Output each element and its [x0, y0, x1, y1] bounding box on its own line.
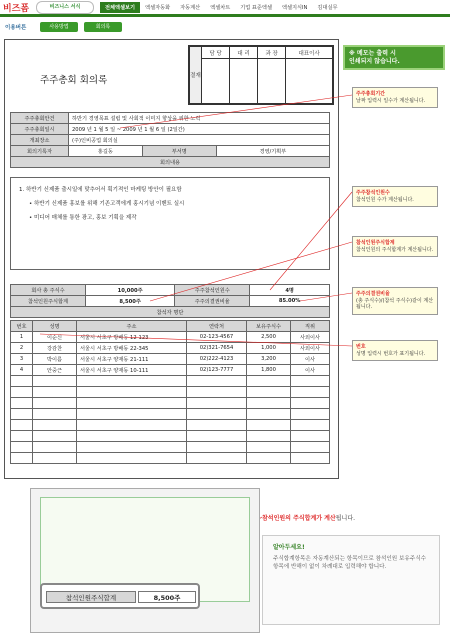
cell[interactable]: 서울시 서초구 방배동 22-345 [77, 343, 187, 354]
content-line: • 하반기 신제품 홍보를 위해 기존고객에게 홍시기념 이벤트 실시 [29, 201, 185, 207]
cell[interactable]: 1,800 [247, 365, 291, 376]
cell: 4 [11, 365, 33, 376]
nav-excel-automation[interactable]: 엑셀자동화 [145, 5, 171, 11]
nav-excel-chart[interactable]: 엑셀차트 [210, 5, 231, 11]
cell[interactable]: 서울시 서초구 양재동 21-111 [77, 354, 187, 365]
cell[interactable]: 02)123-7777 [187, 365, 247, 376]
col-header: 연락처 [187, 321, 247, 332]
note-title: 주주총회기간 [356, 91, 385, 97]
approval-side-label: 결재 [190, 47, 202, 104]
shares-label: 회사 총 주식수 [11, 285, 86, 296]
approval-col: 대표이사 [286, 47, 333, 59]
zoom-callout [40, 583, 200, 609]
note-text: 성명 입력시 번호가 표기됩니다. [356, 350, 426, 357]
cell[interactable]: 이사 [291, 354, 330, 365]
caption-rest: 됩니다. [335, 515, 356, 522]
minutes-button[interactable]: 회의록 [84, 22, 122, 32]
col-header: 보유주식수 [247, 321, 291, 332]
cell: 1 [11, 332, 33, 343]
note-title: 참석인원주식합계 [356, 240, 395, 246]
content-header: 회의내용 [11, 157, 330, 168]
attend-label: 주주참석인원수 [175, 285, 250, 296]
approval-col: 과 장 [258, 47, 286, 59]
cell[interactable]: 이순신 [33, 332, 77, 343]
attend-shares-value: 8,500주 [86, 296, 175, 307]
dept-name[interactable]: 경영/기획부 [216, 146, 329, 157]
note-text: 참석인원의 주식합계가 계산됩니다. [356, 246, 434, 253]
note-text: (총 주식수)/(참석 주식수)같이 계산됩니다. [356, 297, 434, 310]
note-text: 참석인원 수가 계산됩니다. [356, 196, 414, 203]
example-caption [262, 513, 355, 522]
cell[interactable]: 1,000 [247, 343, 291, 354]
shares-value: 10,000주 [86, 285, 175, 296]
cell[interactable]: 사외이사 [291, 332, 330, 343]
field-value[interactable]: 2009 년 1 월 5 일 ~ 2009 년 1 월 6 일 (2일간) [69, 124, 330, 135]
bizform-logo[interactable]: 비즈폼 [3, 4, 30, 14]
how-to-use-button[interactable]: 사용방법 [40, 22, 78, 32]
cell[interactable]: 안중근 [33, 365, 77, 376]
cell: 2 [11, 343, 33, 354]
cell[interactable]: 3,200 [247, 354, 291, 365]
cell[interactable]: 02)222-4123 [187, 354, 247, 365]
field-label: 주주총회안건 [11, 113, 69, 124]
cell[interactable]: 사외이사 [291, 343, 330, 354]
note-title: 주주의결권비율 [356, 291, 390, 297]
business-form-logo[interactable]: 비즈니스 서식 [36, 1, 94, 14]
cell: 3 [11, 354, 33, 365]
writer-name[interactable]: 홍길동 [69, 146, 143, 157]
nav-auto-calc[interactable]: 자동계산 [180, 5, 201, 11]
cell[interactable]: 강감찬 [33, 343, 77, 354]
cell[interactable]: 2,500 [247, 332, 291, 343]
print-memo-notice: ※ 메모는 출력 시 인쇄되지 않습니다. [343, 45, 445, 70]
writer-label: 회의기록자 [11, 146, 69, 157]
approval-col: 대 리 [230, 47, 258, 59]
field-value[interactable]: 하반기 경영목표 설립 및 사회적 이미지 향상을 위한 노력 [69, 113, 330, 124]
cell[interactable]: 서울시 서초구 방배동 12-123 [77, 332, 187, 343]
content-line: 1. 하반기 신제품 출시일에 맞추어서 획기적인 마케팅 방안이 필요함 [19, 187, 182, 193]
caption-bold: 참석인원의 주식합계가 계산 [262, 515, 336, 522]
field-value[interactable]: (주)인비공업 회의실 [69, 135, 330, 146]
tip-box [262, 535, 440, 625]
note-text: 날짜 입력시 일수가 계산됩니다. [356, 97, 426, 104]
col-header: 성명 [33, 321, 77, 332]
dept-label: 부서명 [142, 146, 216, 157]
tip-title: 알아두세요! [273, 544, 305, 551]
col-header: 직위 [291, 321, 330, 332]
tip-text: 주식합계항목은 자동계산되는 항목이므로 참석인원 보유주식수 항목에 반해이 없이 차례대로 입력해야 합니다. [273, 556, 427, 570]
col-header: 번호 [11, 321, 33, 332]
note-title: 번호 [356, 344, 366, 350]
zoom-label: 참석인원주식합계 [46, 591, 136, 603]
content-line: • 미디어 매체를 통한 광고, 홍보 기획을 제작 [29, 215, 137, 221]
nav-practice[interactable]: 김대실무 [317, 5, 338, 11]
nav-standard-excel[interactable]: 기업 표준엑셀 [240, 5, 272, 11]
cell[interactable]: 이사 [291, 365, 330, 376]
field-label: 개최장소 [11, 135, 69, 146]
note-title: 주주참석인원수 [356, 190, 390, 196]
zoom-value: 8,500주 [138, 591, 196, 603]
cell[interactable]: 박이름 [33, 354, 77, 365]
usage-buttons-label: 이용버튼 [5, 25, 27, 31]
field-label: 주주총회일시 [11, 124, 69, 135]
ratio-label: 주주의결권비율 [175, 296, 250, 307]
attend-value: 4명 [250, 285, 330, 296]
roster-header: 참석자 명단 [11, 307, 330, 318]
ratio-value: 85.00% [250, 296, 330, 307]
nav-excel-knowledge[interactable]: 엑셀지식IN [281, 5, 308, 11]
document-title: 주주총회 회의록 [40, 75, 108, 86]
col-header: 주소 [77, 321, 187, 332]
cell[interactable]: 서울시 서초구 양재동 10-111 [77, 365, 187, 376]
approval-col: 담 당 [202, 47, 230, 59]
cell[interactable]: 02)321-7654 [187, 343, 247, 354]
attend-shares-label: 참석인원주식합계 [11, 296, 86, 307]
cell[interactable]: 02-123-4567 [187, 332, 247, 343]
nav-all-excel[interactable]: 전체엑셀보기 [100, 2, 140, 13]
